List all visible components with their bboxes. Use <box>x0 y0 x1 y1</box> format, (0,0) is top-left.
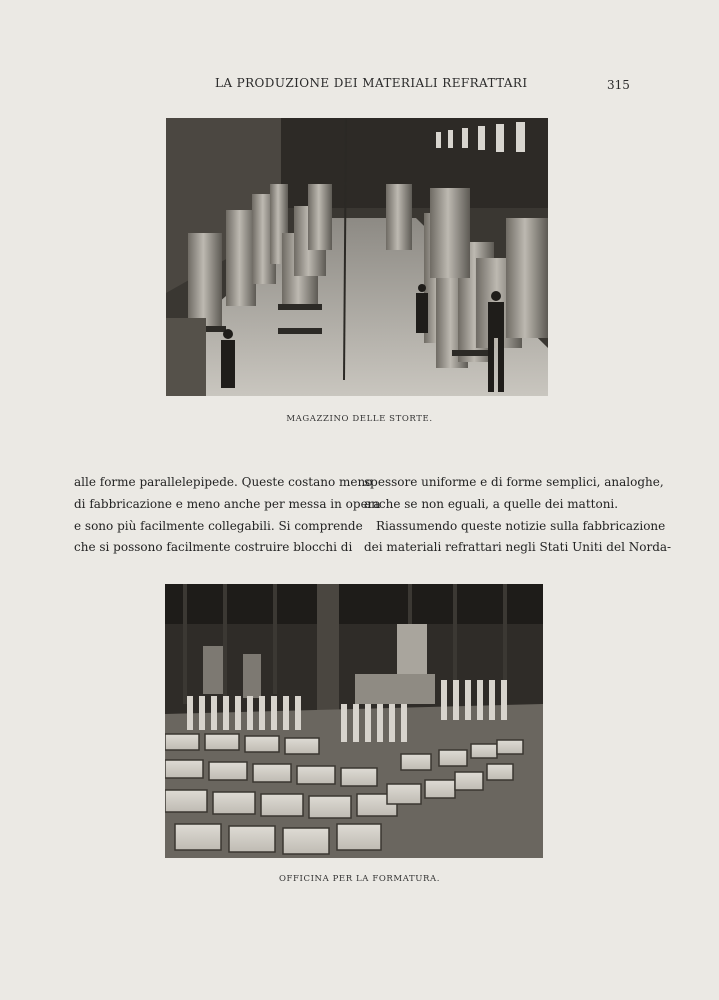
figure-caption-bottom: OFFICINA PER LA FORMATURA. <box>278 874 441 884</box>
text-column-right <box>364 472 672 559</box>
text-line: Riassumendo queste notizie sulla fabbricazione <box>376 518 666 533</box>
text-line: che si possono facilmente costruire blocchi di <box>74 540 353 555</box>
text-line: e sono più facilmente collegabili. Si comprende <box>74 518 363 533</box>
text-line: dei materiali refrattari negli Stati Uniti del Norda- <box>364 540 672 555</box>
text-line: anche se non eguali, a quelle dei mattoni. <box>364 496 619 511</box>
text-column-left <box>74 472 381 559</box>
page-number: 315 <box>607 78 630 92</box>
photo-retort-warehouse <box>166 118 548 396</box>
figure-caption-top: MAGAZZINO DELLE STORTE. <box>286 414 433 424</box>
text-line: alle forme parallelepipede. Queste costano meno <box>74 475 373 489</box>
text-line: di fabbricazione e meno anche per messa in opera <box>74 496 381 511</box>
running-header: LA PRODUZIONE DEI MATERIALI REFRATTARI <box>215 76 528 90</box>
text-line: spessore uniforme e di forme semplici, analoghe, <box>364 475 664 489</box>
photo-moulding-workshop <box>165 584 543 858</box>
